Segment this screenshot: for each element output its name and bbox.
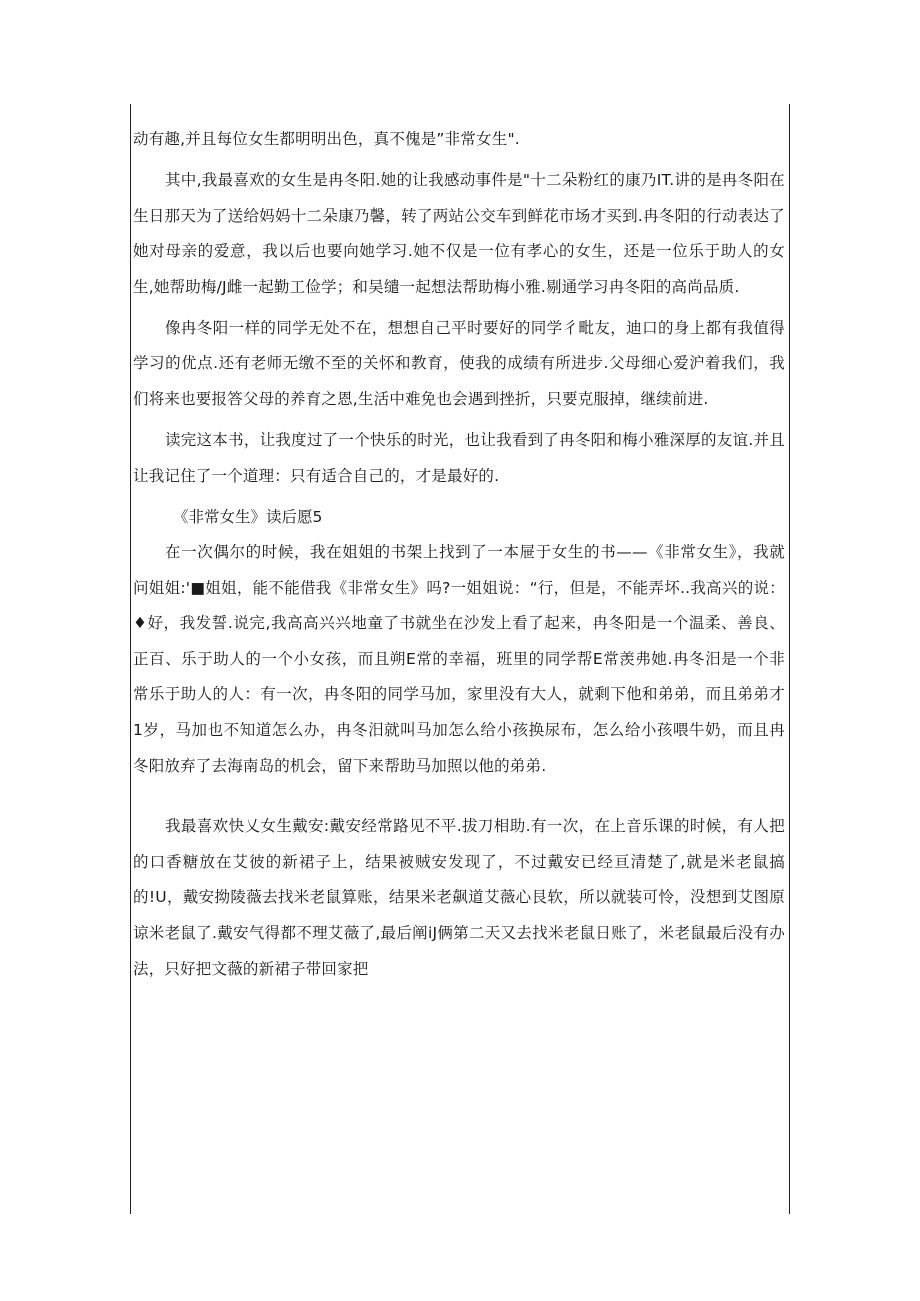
paragraph-dai-an: 我最喜欢快乂女生戴安:戴安经常路见不平.拔刀相助.有一次，在上音乐课的时候，有人把的口香糖放在艾彼的新裙子上，结果被贼安发现了，不过戴安已经亘清楚了,就是米老鼠搞的!U，戴安拗陵薇去找米老鼠算账，结果米老飙道艾薇心艮软，所以就装可怜，没想到艾图原谅米老鼠了.戴安气得都不理艾薇了,最后阐iJ俩第二天又去找米老鼠日账了，米老鼠最后没有办法，只好把文薇的新裙子带回家把 — [133, 817, 785, 978]
paragraph-borrow-book: 在一次偶尔的时候，我在姐姐的书架上找到了一本屉于女生的书——《非常女生》，我就问姐姐:'■姐姐，能不能借我《非常女生》吗?一姐姐说：“行，但是，不能弄坏..我高兴的说：♦好，我发誓.说完,我高高兴兴地童了书就坐在沙发上看了起来，冉冬阳是一个温柔、善良、正百、乐于助人的一个小女孩，而且朔E常的幸福，班里的同学帮E常羡弗她.冉冬汨是一个非常乐于助人的人：有一次，冉冬阳的同学马加，家里没有大人，就剩下他和弟弟，而且弟弟才1岁，马加也不知道怎么办，冉冬汨就叫马加怎么给小孩换尿布，怎么给小孩喂牛奶，而且冉冬阳放弃了去海南岛的机会，留下来帮助马加照以他的弟弟. — [133, 543, 785, 775]
paragraph-conclusion: 读完这本书，让我度过了一个快乐的时光，也让我看到了冉冬阳和梅小雅深厚的友谊.并且让我记住了一个道理：只有适合自己的，才是最好的. — [133, 430, 785, 485]
paragraph-classmates: 像冉冬阳一样的同学无处不在，想想自己平时要好的同学彳毗友，迪口的身上都有我值得学习的优点.还有老师无缴不至的关怀和教育，使我的成绩有所进步.父母细心爱沪着我们，我们将来也要报答父母的养育之恩,生活中难免也会遇到挫折，只要克服掉，继续前进. — [133, 318, 785, 408]
section-heading: 《非常女生》读后愿5 — [173, 507, 323, 526]
page-right-border — [789, 104, 790, 1214]
paragraph-continuation: 动有趣,并且每位女生都明明出色，真不傀是”非常女生". — [133, 130, 520, 148]
paragraph-favorite-girl: 其中,我最喜欢的女生是冉冬阳.她的让我感动事件是"十二朵粉红的康乃IT.讲的是冉冬阳在生日那天为了送给妈妈十二朵康乃馨，转了两站公交车到鲜花市场才买到.冉冬阳的行动表达了她对母亲的爱意，我以后也要向她学习.她不仅是一位有孝心的女生，还是一位乐于助人的女生,她帮助梅/J雌一起勤工俭学；和吴缱一起想法帮助梅小雅.剔通学习冉冬阳的高尚品质. — [133, 170, 785, 296]
page-left-border — [130, 104, 131, 1214]
document-body — [133, 122, 785, 987]
